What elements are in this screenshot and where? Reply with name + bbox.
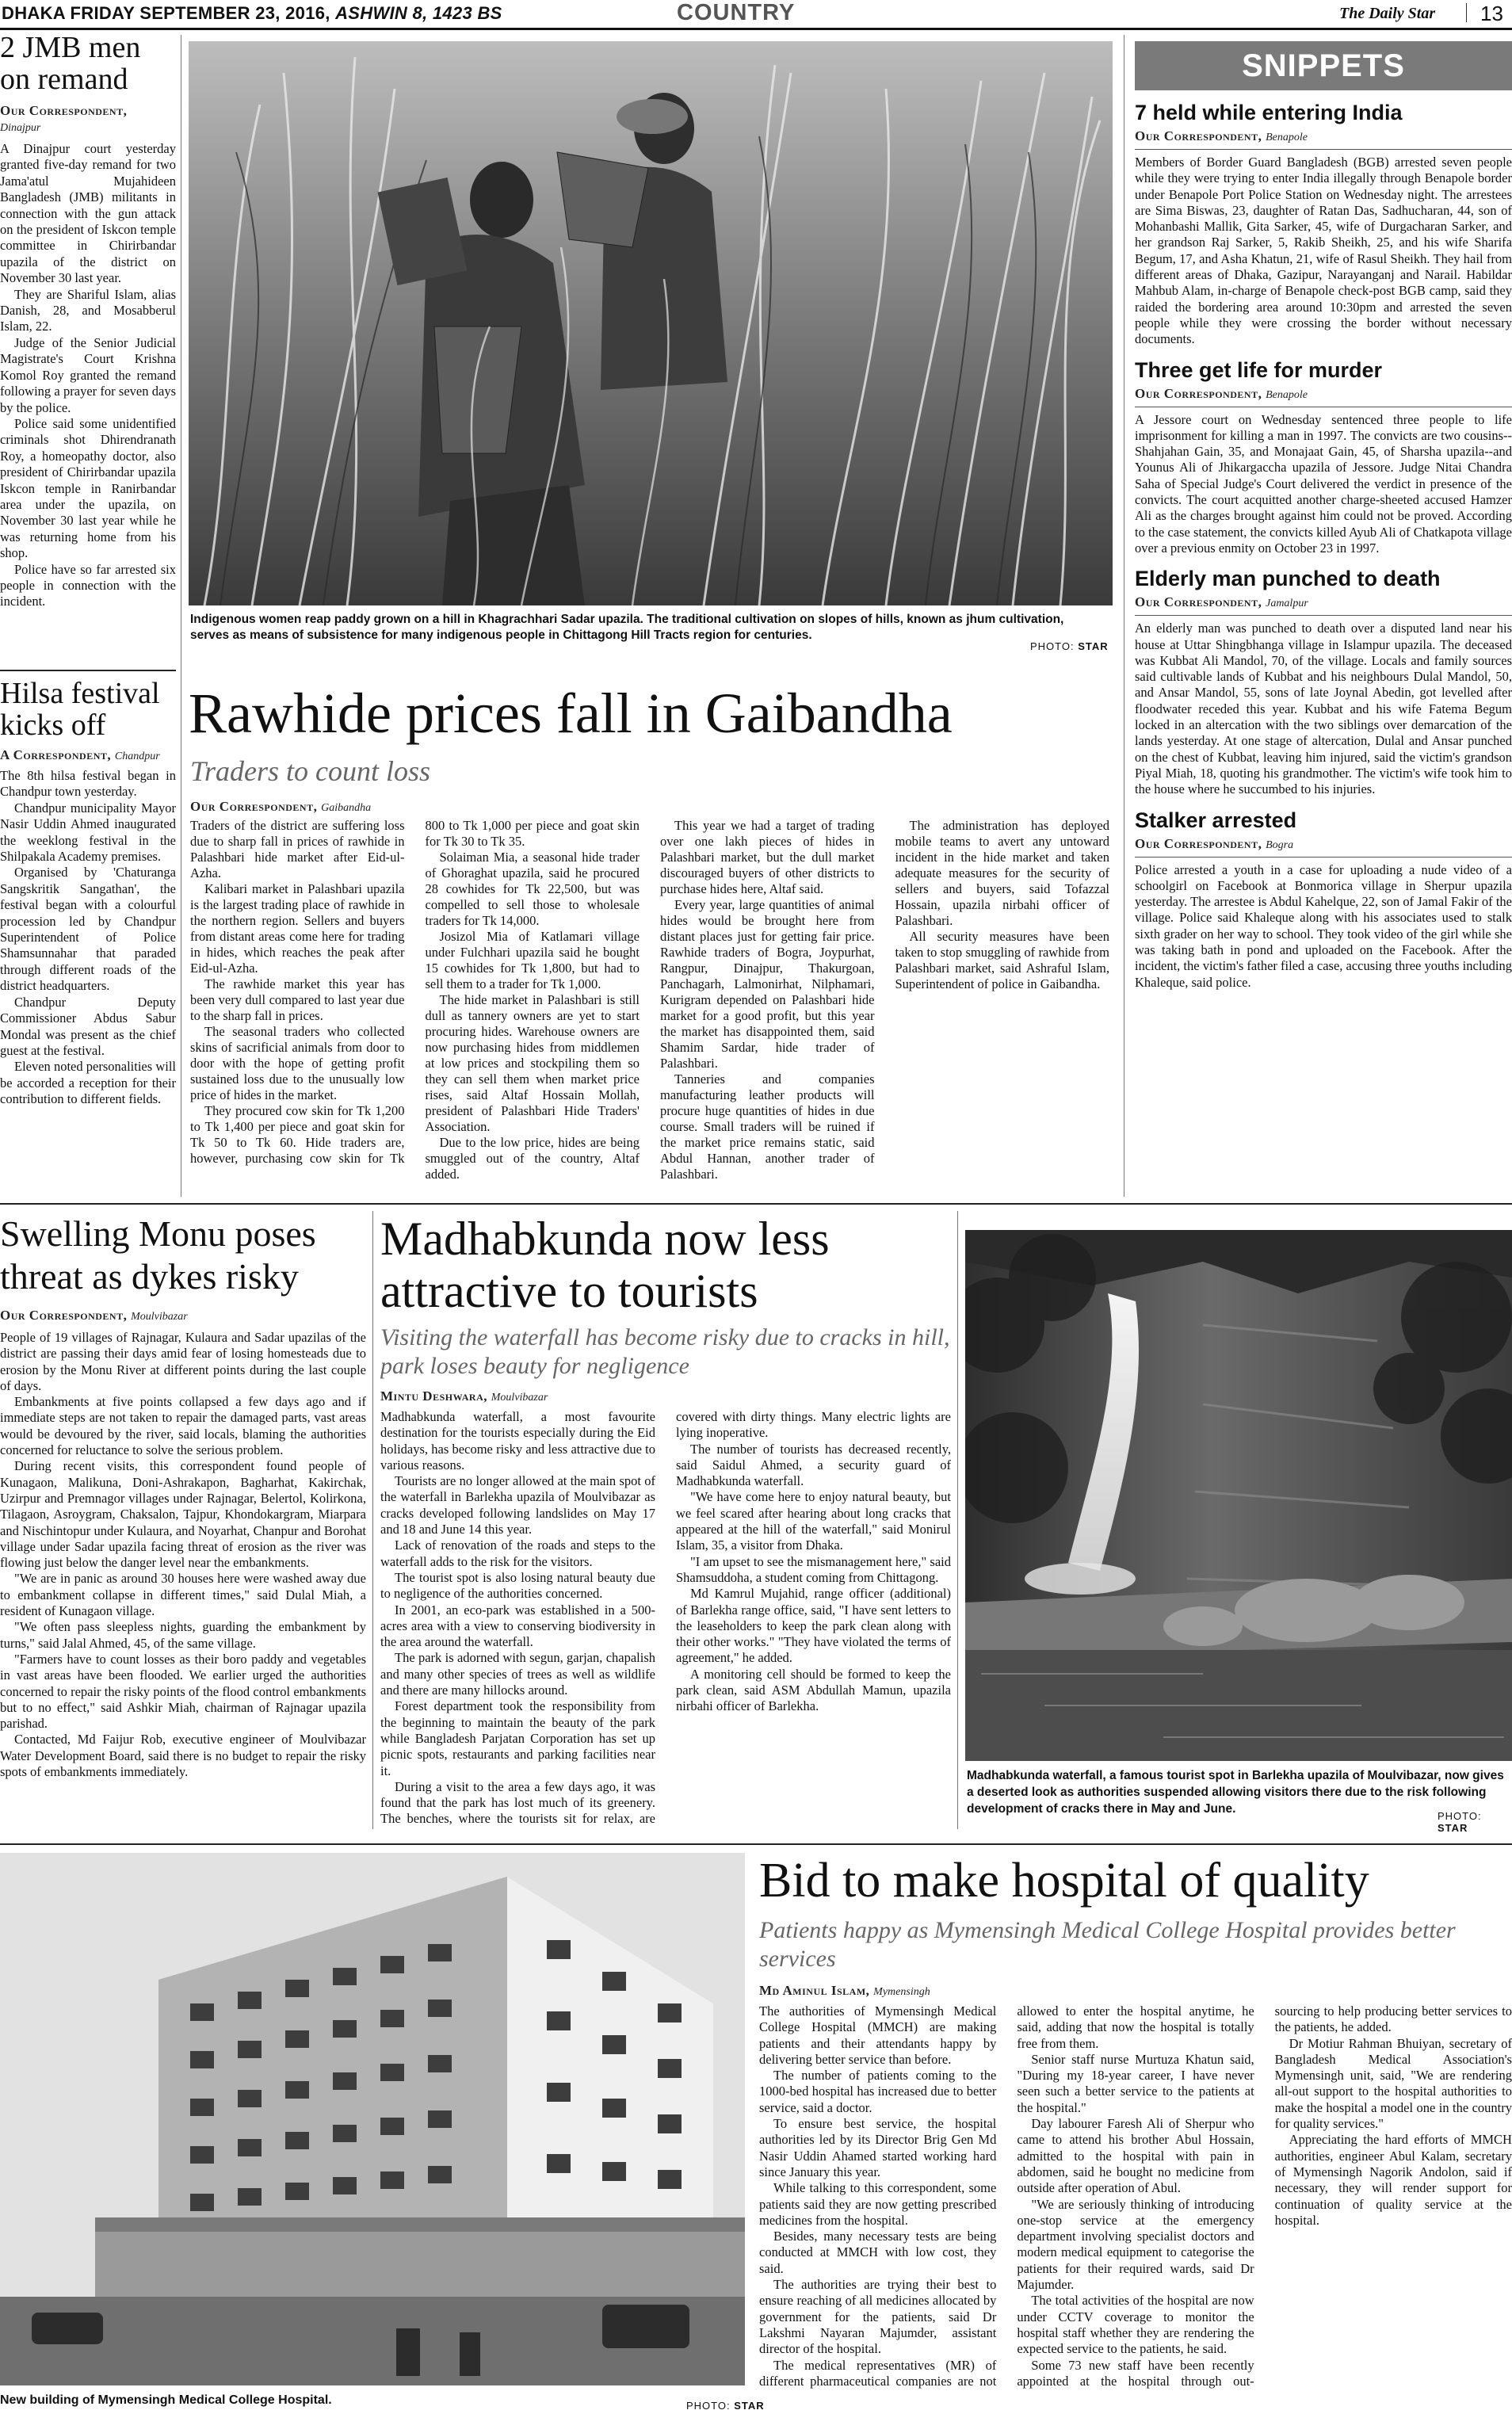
paddy-field-image	[189, 41, 1113, 605]
section-label: COUNTRY	[677, 0, 796, 25]
snippet-item	[1135, 566, 1512, 797]
hospital-building-image	[0, 1853, 745, 2385]
snippet-item	[1135, 808, 1512, 991]
monu-body: People of 19 villages of Rajnagar, Kulaura and Sadar upazilas of the district are passing their days amid fear of losing homesteads due to erosion by the Monu River at different points during the last couple of days. Embankments at five points collapsed a few days ago and if immediate steps are not taken to repair the damaged parts, vast areas would be devoured by the river, said locals, blaming the authorities concerned for reluctance to solve the serious problem. During recent visits, this correspondent found people of Kunagaon, Malikuna, Doni-Ashrakapon, Bagharhat, Kakirchak, Uzirpur and Premnagor villages under Rajnagar, Belertol, Kolirkona, Tilagaon, Asroygram, Chaksalon, Tajpur, Khondokargram, Miarpara and Nischintopur under Kulaura, and Noyarhat, Chanpur and Borohat village under Sadar upazila facing threat of erosion as the river was flowing just below the danger level near the embankments. "We are in panic as around 30 houses here were washed away due to embankment collapse in different times," said Dulal Miah, a resident of Kunagaon village. "We often pass sleepless nights, guarding the embankment by turns," said Jalal Ahmed, 45, of the same village. "Farmers have to count losses as their boro paddy and vegetables in vast areas have been flooded. We earlier urged the authorities concerned to repair the risky points of the flood control embankments but to no effect," said Ashkir Miah, chairman of Rajnagar upazila parishad. Contacted, Md Faijur Rob, executive engineer of Moulvibazar Water Development Board, said there is no budget to repair the risky spots of embankments immediately.	[0, 1330, 366, 1780]
masthead-rule	[0, 28, 1512, 30]
hospital-body: The authorities of Mymensingh Medical College Hospital (MMCH) are making patients and their attendants happy by delivering better service than before. The number of patients coming to the 1000-bed hospital has increased due to better service, said a doctor. To ensure best service, the hospital authorities led by its Director Brig Gen Md Nasir Uddin Ahamed started working hard since January this year. While talking to this correspondent, some patients said they are now getting prescribed medicines from the hospital. Besides, many necessary tests are being conducted at MMCH with low cost, they said. The authorities are trying their best to ensure reaching of all medicines allocated by government for the patients, said Dr Lakshmi Nayaran Majumder, assistant director of the hospital. The medical representatives (MR) of different pharmaceutical companies are not allowed to enter the hospital anytime, he said, adding that now the hospital is totally free from them. Senior staff nurse Murtuza Khatun said, "During my 18-year career, I have never seen such a better service to the patients at the hospital." Day labourer Faresh Ali of Sherpur who came to attend his brother Abul Hossain, admitted to the hospital with pain in abdomen, said he bought no medicine from outside after operation of Abul. "We are seriously thinking of introducing one-stop service at the emergency department involving specialist doctors and modern medical equipment to categorise the patients for their required wards, said Dr Majumder. The total activities of the hospital are now under CCTV coverage to monitor the hospital staff whether they are rendering the expected service to the patients, he said. Some 73 new staff have been recently appointed at the hospital through out-sourcing to help producing better services to the patients, he added. Dr Motiur Rahman Bhuiyan, secretary of Bangladesh Medical Association's Mymensingh unit, said, "We are rendering all-out support to the hospital authorities to make the hospital a model one in the country for quality services." Appreciating the hard efforts of MMCH authorities, engineer Abul Kalam, secretary of Mymensingh Nagorik Andolon, said if necessary, they will render support for continuation of quality service at the hospital.	[759, 2003, 1512, 2389]
hospital-deck: Patients happy as Mymensingh Medical College Hospital provides better services	[759, 1917, 1456, 1972]
madhabkunda-byline: Mintu Deshwara, Moulvibazar	[380, 1388, 548, 1404]
snippet-text: Police arrested a youth in a case for uploading a nude video of a schoolgirl on Facebook at Bonmorica village in Sherpur upazila yesterday. The arrestee is Abdul Kahelque, 22, son of Jamal Fakir of the village. Police said Khaleque along with his associates used to stalk sixth grader on her way to school. They took video of the girl while she was taking bath in pond and uploaded on the Facebook. After the incident, the victim's father filed a case, accusing three youths including Khaleque, said police.	[1135, 861, 1512, 990]
jmb-headline: 2 JMB men on remand	[0, 32, 141, 96]
snippet-byline: Our Correspondent, Jamalpur	[1135, 594, 1512, 616]
waterfall-image	[965, 1230, 1512, 1761]
hilsa-headline: Hilsa festival kicks off	[0, 678, 160, 742]
jmb-story	[0, 32, 176, 666]
snippet-title: 7 held while entering India	[1135, 101, 1403, 124]
paddy-credit: PHOTO: STAR	[1030, 640, 1109, 652]
snippet-title: Three get life for murder	[1135, 357, 1383, 382]
hospital-headline: Bid to make hospital of quality	[759, 1854, 1369, 1908]
waterfall-credit: PHOTO: STAR	[1438, 1810, 1482, 1834]
rawhide-deck: Traders to count loss	[190, 755, 431, 787]
monu-headline: Swelling Monu poses threat as dykes risky	[0, 1213, 316, 1297]
paddy-photo	[189, 41, 1113, 605]
snippet-byline: Our Correspondent, Bogra	[1135, 836, 1512, 858]
section-rule	[0, 1203, 1512, 1205]
hospital-photo	[0, 1853, 745, 2385]
snippet-item	[1135, 100, 1512, 348]
masthead	[0, 0, 1512, 27]
hospital-story	[759, 1853, 1512, 2414]
monu-story	[0, 1213, 366, 1831]
hilsa-byline: A Correspondent, Chandpur	[0, 747, 160, 762]
section-rule-2	[0, 1843, 1512, 1845]
jmb-byline: Our Correspondent, Dinajpur	[0, 103, 128, 134]
rawhide-byline: Our Correspondent, Gaibandha	[190, 799, 372, 814]
hospital-credit: PHOTO: STAR	[686, 2400, 765, 2412]
monu-byline: Our Correspondent, Moulvibazar	[0, 1308, 188, 1323]
snippet-title: Stalker arrested	[1135, 808, 1297, 832]
waterfall-caption: Madhabkunda waterfall, a famous tourist spot in Barlekha upazila of Moulvibazar, now gives a deserted look as authorities suspended allowing visitors there due to the risk following development of cracks there in May and June.	[967, 1769, 1504, 1816]
snippet-byline: Our Correspondent, Benapole	[1135, 386, 1512, 407]
waterfall-photo	[965, 1230, 1512, 1761]
paper-logo: The Daily Star	[1339, 5, 1436, 22]
madhabkunda-headline: Madhabkunda now less attractive to tourists	[380, 1213, 830, 1317]
page-number: 13	[1480, 2, 1503, 25]
rawhide-headline: Rawhide prices fall in Gaibandha	[189, 682, 953, 745]
madhabkunda-deck: Visiting the waterfall has become risky due to cracks in hill, park loses beauty for negligence	[380, 1324, 950, 1379]
hilsa-story	[0, 678, 176, 1197]
madhabkunda-story	[380, 1213, 951, 1831]
snippet-byline: Our Correspondent, Benapole	[1135, 128, 1512, 150]
rawhide-body: Traders of the district are suffering loss due to sharp fall in prices of rawhide in Palashbari hide market after Eid-ul-Azha. Kalibari market in Palashbari upazila is the largest trading place of rawhide in the northern region. Sellers and buyers from distant areas come here for trading in hides, which reaches the peak after Eid-ul-Azha. The rawhide market this year has been very dull compared to last year due to the sharp fall in prices. The seasonal traders who collected skins of sacrificial animals from door to door with the hope of getting profit sustained loss due to the unusually low price of hides in the market. They procured cow skin for Tk 1,200 to Tk 1,400 per piece and goat skin for Tk 50 to Tk 60. Hide traders are, however, purchasing cow skin for Tk 800 to Tk 1,000 per piece and goat skin for Tk 30 to Tk 35. Solaiman Mia, a seasonal hide trader of Ghoraghat upazila, said he procured 28 cowhides for Tk 22,500, but was compelled to sell those to wholesale traders for Tk 14,000. Josizol Mia of Katlamari village under Fulchhari upazila said he bought 15 cowhides for Tk 1,800, but had to sell them to a trader for Tk 1,000. The hide market in Palashbari is still dull as tannery owners are yet to start procuring hides. Warehouse owners are now purchasing hides from middlemen at low prices and stockpiling them so they can sell them when market price rises, said Altaf Hossain Mollah, president of Palashbari Hide Traders' Association. Due to the low price, hides are being smuggled out of the country, Altaf added. This year we had a target of trading over one lakh pieces of hides in Palashbari market, but the dull market discouraged buyers of other districts to purchase hides here, Altaf said. Every year, large quantities of animal hides would be brought here from distant places just for getting fair price. Rawhide traders of Bogra, Joypurhat, Rangpur, Dinajpur, Thakurgoan, Panchagarh, Lalmonirhat, Nilphamari, Kurigram depended on Palashbari hide market for a good profit, but this year the market has disappointed them, said Shamim Sardar, hide trader of Palashbari. Tanneries and companies manufacturing leather products will procure huge quantities of hides in due course. Small traders will be ruined if the market price remains static, said Abdul Hannan, another trader of Palashbari. The administration has deployed mobile teams to avert any untoward incident in the hide market and taken adequate measures for the security of sellers and buyers, said Tofazzal Hossain, upazila nirbahi officer of Palashbari. All security measures have been taken to stop smuggling of rawhide from Palashbari market, said Ashraful Islam, Superintendent of police in Gaibandha.	[190, 818, 1109, 1182]
hospital-byline: Md Aminul Islam, Mymensingh	[759, 1983, 930, 1998]
paddy-caption: Indigenous women reap paddy grown on a hill in Khagrachhari Sadar upazila. The traditional cultivation on slopes of hills, known as jhum cultivation, serves as means of subsistence for many indigenous people in Chittagong Hill Tracts region for centuries.	[190, 613, 1064, 642]
hospital-caption: New building of Mymensingh Medical College Hospital.	[0, 2393, 332, 2407]
snippet-text: A Jessore court on Wednesday sentenced three people to life imprisonment for killing a man in 1997. The convicts are two cousins--Shahjahan Gain, 35, and Monajaat Gain, 45, of Sharsha upazila--and Younus Ali of Jhikargaccha upazila of Jessore. Judge Nitai Chandra Saha of Special Judge's Court delivered the verdict in presence of the convicts. The court acquitted another charge-sheeted accused Hamzer Ali as the charges brought against him could not be proved. According to the case statement, the convicts killed Ayub Ali of Chatkapota village over a previous enmity on October 23 in 1997.	[1135, 411, 1512, 556]
snippets-banner: SNIPPETS	[1135, 41, 1512, 90]
dateline: DHAKA FRIDAY SEPTEMBER 23, 2016, ASHWIN 8, 1423 BS	[2, 3, 502, 23]
snippet-item	[1135, 357, 1512, 557]
jmb-body: A Dinajpur court yesterday granted five-day remand for two Jama'atul Mujahideen Bangladesh (JMB) militants in connection with the gun attack on the president of Iskcon temple committee in Chirirbandar upazila of the district on November 30 last year. They are Shariful Islam, alias Danish, 28, and Mosabberul Islam, 22. Judge of the Senior Judicial Magistrate's Court Krishna Komol Roy granted the remand following a prayer for seven days by the police. Police said some unidentified criminals shot Dhirendranath Roy, a homeopathy doctor, also president of Chirirbandar upazila Iskcon temple in Ranirbandar area under the upazila, on November 30 last year while he was returning home from his shop. Police have so far arrested six people in connection with the incident.	[0, 141, 176, 609]
snippet-text: Members of Border Guard Bangladesh (BGB) arrested seven people while they were trying to enter India illegally through Benapole border under Benapole Port Police Station on Wednesday night. The arrestees are Sima Biswas, 23, daughter of Ratan Das, Sadhucharan, 44, son of Mohanbashi Mallik, Gita Sarker, 45, wife of Durgacharan Sarker, and her grandson Raj Sarker, 5, Rakib Sheikh, 25, and his wife Sharifa Begum, 17, and Asha Khatun, 21, wife of Rasul Sheikh. They hail from different areas of Dhaka, Gazipur, Narayanganj and Narail. Habildar Mahbub Alam, in-charge of Benapole check-post BGB camp, said they raided the bordering area around 10:30pm and arrested the seven people while they were crossing the border without necessary documents.	[1135, 155, 1512, 347]
snippet-text: An elderly man was punched to death over a disputed land near his house at Uttar Shingbhanga village in Islampur upazila. The deceased was Kubbat Ali Mandol, 70, of the village. Locals and family sources said cultivable lands of Kubbat and his neighbours Dulal Mandol, 50, and Ansar Mandol, 55, sons of late Joynal Abedin, got levelled after floodwater receded this year. Kubbat and his wife Fatema Begum locked in an altercation with the two siblings over demarcation of the lands yesterday. At one stage of altercation, Dulal and Ansar punched on the chest of Kubbat, leaving him injured, said the victim's grandson Piyal Miah, 18, quoting his grandmother. The victim's wife took him to the house where he succumbed to his injuries.	[1135, 621, 1512, 797]
snippets-list	[1135, 100, 1512, 1197]
madhabkunda-body: Madhabkunda waterfall, a most favourite destination for the tourists especially during the Eid holidays, has become risky and less attractive due to various reasons. Tourists are no longer allowed at the main spot of the waterfall in Barlekha upazila of Moulvibazar as cracks developed following landslides on May 17 and 18 and June 14 this year. Lack of renovation of the roads and steps to the waterfall adds to the risk for the visitors. The tourist spot is also losing natural beauty due to negligence of the authorities concerned. In 2001, an eco-park was established in a 500-acres area with a view to conserving biodiversity in the area around the waterfall. The park is adorned with segun, garjan, chapalish and many other species of trees as well as wildlife and there are many hillocks around. Forest department took the responsibility from the beginning to maintain the beauty of the park while Bangladesh Parjatan Corporation has set up picnic spots, restaurants and parking facilities near it. During a visit to the area a few days ago, it was found that the park has lost much of its greenery. The benches, where the tourists sit for relax, are covered with dirty things. Many electric lights are lying inoperative. The number of tourists has decreased recently, said Saidul Ahmed, a security guard of Madhabkunda waterfall. "We have come here to enjoy natural beauty, but we feel scared after hearing about long cracks that appeared at the hill of the waterfall," said Monirul Islam, 35, a visitor from Dhaka. "I am upset to see the mismanagement here," said Shamsuddoha, a student coming from Chittagong. Md Kamrul Mujahid, range officer (additional) of Barlekha range office, said, "I have sent letters to the leaseholders to keep the park clean along with their other works." "They have violated the terms of agreement," he added. A monitoring cell should be formed to keep the park clean, said ASM Abdullah Mamun, upazila nirbahi officer of Barlekha.	[380, 1409, 951, 1827]
hilsa-body: The 8th hilsa festival began in Chandpur town yesterday. Chandpur municipality Mayor Nasir Uddin Ahmed inaugurated the weeklong festival in the Shilpakala Academy premises. Organised by 'Chaturanga Sangskritik Sangathan', the festival began with a colourful procession led by Chandpur Superintendent of Police Shamsunnahar that paraded through different roads of the district headquarters. Chandpur Deputy Commissioner Abdus Sabur Mondal was present as the chief guest at the festival. Eleven noted personalities will be accorded a reception for their contribution to different fields.	[0, 768, 176, 1107]
snippet-title: Elderly man punched to death	[1135, 567, 1441, 591]
